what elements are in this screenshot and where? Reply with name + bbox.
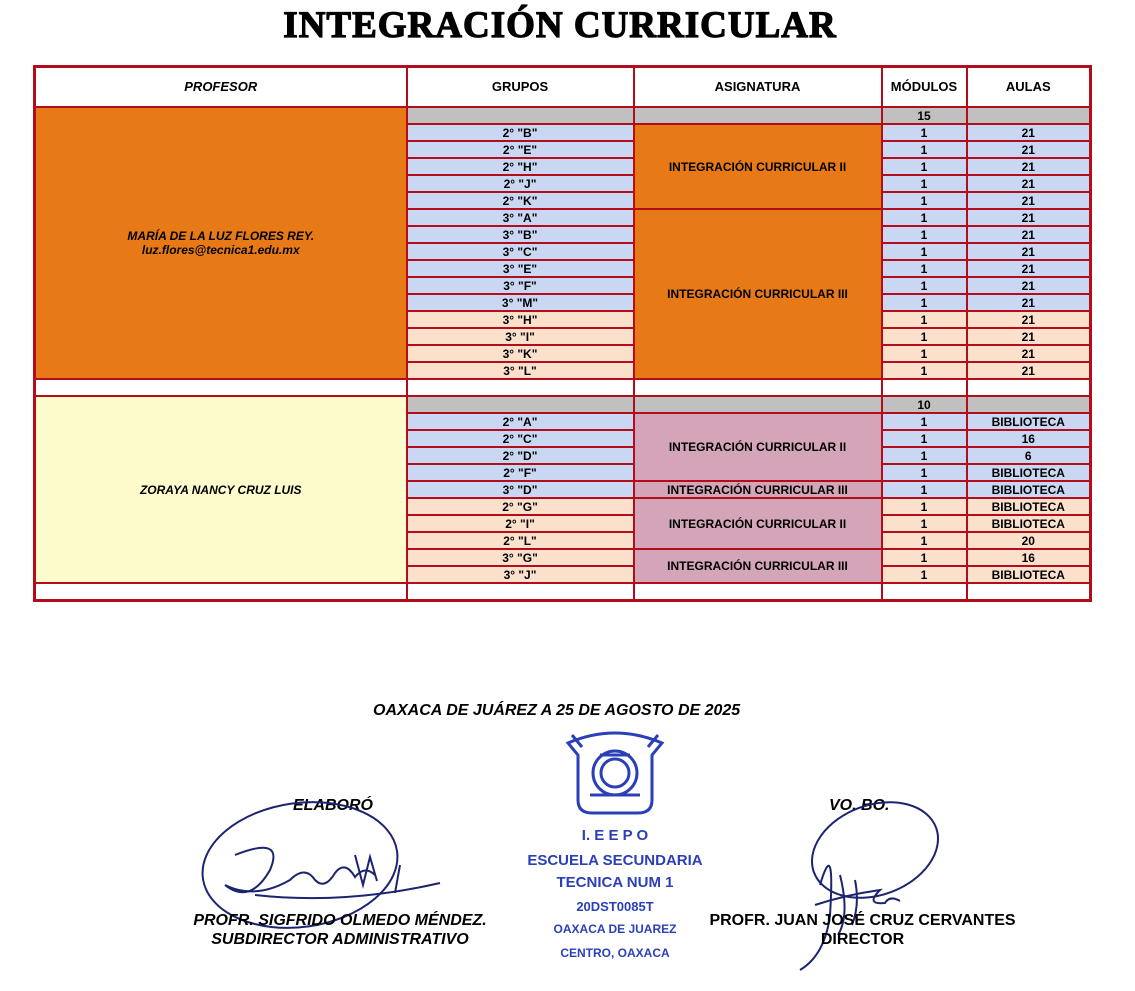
stamp-line: ESCUELA SECUNDARIA: [527, 852, 703, 869]
blank-cell: [634, 379, 882, 396]
blank-cell: [407, 583, 634, 601]
grupo-cell: 2° "E": [407, 141, 634, 158]
aula-cell: 6: [967, 447, 1091, 464]
blank-cell: [634, 583, 882, 601]
blank-cell: [967, 583, 1091, 601]
subject-cell: INTEGRACIÓN CURRICULAR III: [634, 209, 882, 379]
aula-cell: 21: [967, 362, 1091, 379]
grupo-cell: 2° "I": [407, 515, 634, 532]
summary-asignatura: [634, 107, 882, 124]
modulos-cell: 1: [882, 243, 967, 260]
grupo-cell: 3° "I": [407, 328, 634, 345]
modulos-cell: 1: [882, 549, 967, 566]
modulos-cell: 1: [882, 430, 967, 447]
grupo-cell: 3° "E": [407, 260, 634, 277]
aula-cell: 21: [967, 277, 1091, 294]
teacher-cell: [35, 107, 407, 379]
spacer-row: [35, 583, 1091, 601]
aula-cell: 21: [967, 243, 1091, 260]
aula-cell: 16: [967, 549, 1091, 566]
grupo-cell: 3° "L": [407, 362, 634, 379]
grupo-cell: 2° "C": [407, 430, 634, 447]
grupo-cell: 2° "B": [407, 124, 634, 141]
modulos-cell: 1: [882, 515, 967, 532]
aula-cell: BIBLIOTECA: [967, 566, 1091, 583]
header-row: [35, 67, 1091, 108]
grupo-cell: 2° "J": [407, 175, 634, 192]
summary-grupo: [407, 107, 634, 124]
blank-cell: [35, 379, 407, 396]
summary-aula: [967, 396, 1091, 413]
blank-cell: [35, 583, 407, 601]
modulos-cell: 1: [882, 124, 967, 141]
aula-cell: 21: [967, 141, 1091, 158]
modulos-cell: 1: [882, 226, 967, 243]
modulos-cell: 1: [882, 447, 967, 464]
left-signer-name: PROFR. SIGFRIDO OLMEDO MÉNDEZ.: [193, 912, 487, 929]
modulos-cell: 1: [882, 192, 967, 209]
page-title: INTEGRACIÓN CURRICULAR: [283, 5, 837, 46]
grupo-cell: 2° "G": [407, 498, 634, 515]
grupo-cell: 3° "K": [407, 345, 634, 362]
grupo-cell: 3° "C": [407, 243, 634, 260]
aula-cell: 21: [967, 209, 1091, 226]
blank-cell: [967, 379, 1091, 396]
subject-cell: INTEGRACIÓN CURRICULAR II: [634, 124, 882, 209]
modulos-cell: 1: [882, 498, 967, 515]
aula-cell: BIBLIOTECA: [967, 481, 1091, 498]
right-signer-name: PROFR. JUAN JOSÉ CRUZ CERVANTES: [709, 912, 1016, 929]
modulos-cell: 1: [882, 158, 967, 175]
grupo-cell: 2° "L": [407, 532, 634, 549]
aula-cell: 21: [967, 260, 1091, 277]
teacher-name: MARÍA DE LA LUZ FLORES REY.: [127, 229, 315, 243]
modulos-cell: 1: [882, 175, 967, 192]
modulos-cell: 1: [882, 209, 967, 226]
right-label: VO. BO.: [829, 797, 890, 814]
stamp-line: TECNICA NUM 1: [556, 874, 674, 891]
header-profesor: PROFESOR: [35, 67, 407, 108]
modulos-cell: 1: [882, 294, 967, 311]
aula-cell: BIBLIOTECA: [967, 413, 1091, 430]
aula-cell: 21: [967, 226, 1091, 243]
teacher-email: luz.flores@tecnica1.edu.mx: [141, 243, 300, 257]
modulos-cell: 1: [882, 413, 967, 430]
grupo-cell: 3° "J": [407, 566, 634, 583]
grupo-cell: 2° "H": [407, 158, 634, 175]
modulos-cell: 1: [882, 345, 967, 362]
left-label: ELABORÓ: [293, 797, 373, 814]
left-signer-role: SUBDIRECTOR ADMINISTRATIVO: [211, 931, 469, 948]
summary-asignatura: [634, 396, 882, 413]
aula-cell: BIBLIOTECA: [967, 515, 1091, 532]
spacer-row: [35, 379, 1091, 396]
blank-cell: [407, 379, 634, 396]
modulos-cell: 1: [882, 464, 967, 481]
blank-cell: [882, 379, 967, 396]
aula-cell: 16: [967, 430, 1091, 447]
aula-cell: 21: [967, 158, 1091, 175]
schedule-table: [33, 65, 1092, 602]
school-seal-icon: [520, 725, 710, 970]
modulos-cell: 1: [882, 328, 967, 345]
aula-cell: 20: [967, 532, 1091, 549]
header-asignatura: ASIGNATURA: [634, 67, 882, 108]
aula-cell: BIBLIOTECA: [967, 498, 1091, 515]
total-modulos: 10: [882, 396, 967, 413]
aula-cell: 21: [967, 328, 1091, 345]
modulos-cell: 1: [882, 481, 967, 498]
grupo-cell: 3° "A": [407, 209, 634, 226]
modulos-cell: 1: [882, 277, 967, 294]
subject-cell: INTEGRACIÓN CURRICULAR III: [634, 481, 882, 498]
grupo-cell: 3° "H": [407, 311, 634, 328]
table-row: [35, 396, 1091, 413]
aula-cell: 21: [967, 311, 1091, 328]
aula-cell: 21: [967, 345, 1091, 362]
aula-cell: BIBLIOTECA: [967, 464, 1091, 481]
teacher-name: ZORAYA NANCY CRUZ LUIS: [35, 396, 407, 583]
grupo-cell: 3° "D": [407, 481, 634, 498]
aula-cell: 21: [967, 294, 1091, 311]
right-signer-role: DIRECTOR: [820, 931, 905, 948]
summary-grupo: [407, 396, 634, 413]
grupo-cell: 3° "B": [407, 226, 634, 243]
stamp-line: 20DST0085T: [576, 899, 654, 914]
subject-cell: INTEGRACIÓN CURRICULAR II: [634, 413, 882, 481]
total-modulos: 15: [882, 107, 967, 124]
aula-cell: 21: [967, 124, 1091, 141]
grupo-cell: 3° "F": [407, 277, 634, 294]
modulos-cell: 1: [882, 141, 967, 158]
grupo-cell: 2° "D": [407, 447, 634, 464]
subject-cell: INTEGRACIÓN CURRICULAR III: [634, 549, 882, 583]
grupo-cell: 2° "F": [407, 464, 634, 481]
header-modulos: MÓDULOS: [882, 67, 967, 108]
grupo-cell: 3° "M": [407, 294, 634, 311]
modulos-cell: 1: [882, 532, 967, 549]
modulos-cell: 1: [882, 260, 967, 277]
modulos-cell: 1: [882, 566, 967, 583]
grupo-cell: 2° "A": [407, 413, 634, 430]
modulos-cell: 1: [882, 311, 967, 328]
stamp-line: OAXACA DE JUAREZ: [553, 922, 677, 936]
header-grupos: GRUPOS: [407, 67, 634, 108]
stamp-line: CENTRO, OAXACA: [560, 946, 670, 960]
table-row: [35, 107, 1091, 124]
grupo-cell: 3° "G": [407, 549, 634, 566]
summary-aula: [967, 107, 1091, 124]
subject-cell: INTEGRACIÓN CURRICULAR II: [634, 498, 882, 549]
grupo-cell: 2° "K": [407, 192, 634, 209]
modulos-cell: 1: [882, 362, 967, 379]
aula-cell: 21: [967, 192, 1091, 209]
blank-cell: [882, 583, 967, 601]
place-date: OAXACA DE JUÁREZ A 25 DE AGOSTO DE 2025: [373, 702, 741, 719]
stamp-line: I. E E P O: [581, 827, 649, 844]
aula-cell: 21: [967, 175, 1091, 192]
header-aulas: AULAS: [967, 67, 1091, 108]
